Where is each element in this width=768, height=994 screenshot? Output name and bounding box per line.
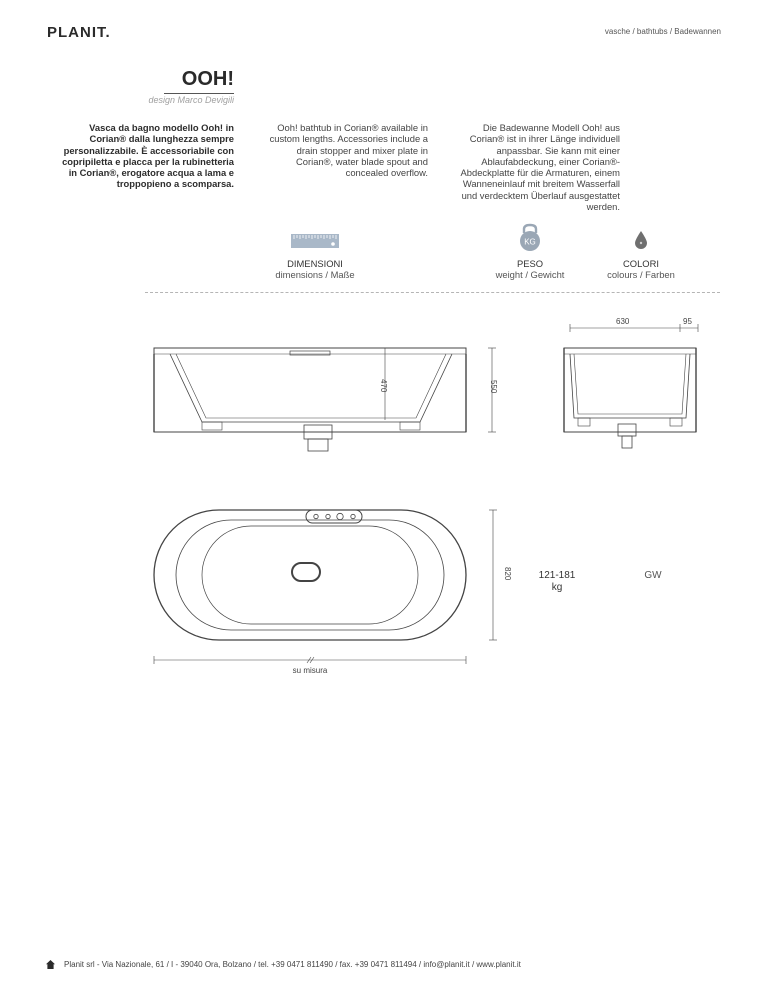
description-english: Ooh! bathtub in Corian® available in custom lengths. Accessories include a drain stopper and mixer plate in Corian®, water blade spout and concealed overflow. <box>269 122 428 179</box>
weight-range: 121-181 <box>538 570 576 581</box>
color-code: GW <box>644 570 662 581</box>
weight-label-block <box>470 258 590 280</box>
inner-height-value: 470 <box>379 379 388 393</box>
drop-icon <box>634 231 648 249</box>
dimensions-label-block <box>255 258 375 280</box>
colors-label-block <box>581 258 701 280</box>
bathtub-side-view <box>560 326 700 456</box>
colors-sublabel: colours / Farben <box>607 269 675 280</box>
section-divider <box>145 292 720 293</box>
designer-credit: design Marco Devigili <box>148 95 234 105</box>
breadcrumb: vasche / bathtubs / Badewannen <box>604 27 721 36</box>
colors-label: COLORI <box>623 258 659 269</box>
inner-depth-value: 630 <box>616 317 630 326</box>
weight-sublabel: weight / Gewicht <box>495 269 565 280</box>
description-italian: Vasca da bagno modello Ooh! in Corian® dalla lunghezza sempre personalizzabile. È accessoriabile con copripiletta e placca per la rubinetteria in Corian®, erogatore acqua a lama e troppopieno a scomparsa. <box>62 122 234 190</box>
product-title: OOH! <box>181 68 234 90</box>
footer-contact: Planit srl - Via Nazionale, 61 / I - 39040 Ora, Bolzano / tel. +39 0471 811490 / fax. +39 0471 811494 / info@planit.it / www.planit.it <box>64 960 521 969</box>
title-underline <box>164 93 234 94</box>
home-icon <box>46 960 55 969</box>
kettlebell-badge: KG <box>524 237 536 247</box>
weight-value-block <box>522 570 592 594</box>
dimensions-sublabel: dimensions / Maße <box>275 269 355 280</box>
planit-logo: PLANIT. <box>47 24 111 41</box>
rim-width-value: 95 <box>683 317 692 326</box>
width-value: 820 <box>503 567 512 581</box>
weight-label: PESO <box>516 258 544 269</box>
bathtub-front-view <box>150 340 500 460</box>
description-german: Die Badewanne Modell Ooh! aus Corian® ist in ihrer Länge individuell anpassbar. Sie kann mit einer Ablaufabdeckung, einer Corian®- Abdeckplatte für die Armaturen, einem Wanneneinlauf mit breitem Wasserfall und verdecktem Überlauf ausgestattet werden. <box>460 122 620 213</box>
total-height-value: 550 <box>489 380 498 394</box>
ruler-icon <box>291 234 339 248</box>
dimensions-label: DIMENSIONI <box>287 258 343 269</box>
kettlebell-icon <box>515 224 545 252</box>
weight-unit: kg <box>551 582 563 593</box>
length-custom-label: su misura <box>292 666 328 675</box>
bathtub-top-view <box>150 500 510 670</box>
